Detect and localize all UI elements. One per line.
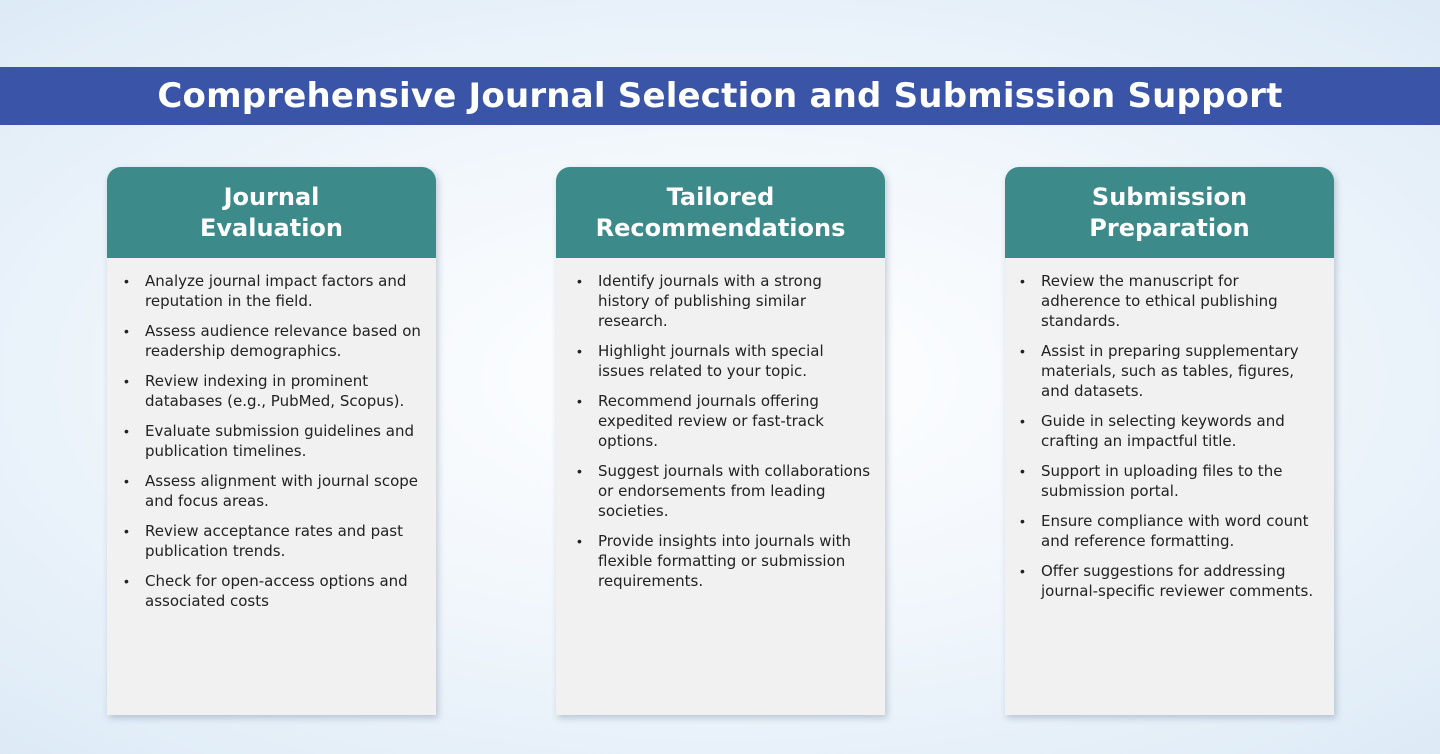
list-item-text: Ensure compliance with word count and reference formatting. bbox=[1041, 512, 1309, 550]
list-item-text: Evaluate submission guidelines and publication timelines. bbox=[145, 422, 414, 460]
bullet-icon: • bbox=[1020, 463, 1025, 479]
list-item bbox=[577, 391, 871, 451]
bullet-icon: • bbox=[577, 343, 582, 359]
list-item-text: Identify journals with a strong history of publishing similar research. bbox=[598, 272, 822, 330]
bullet-icon: • bbox=[1020, 273, 1025, 289]
list-item-text: Analyze journal impact factors and reputation in the field. bbox=[145, 272, 407, 310]
bullet-icon: • bbox=[577, 273, 582, 289]
list-item bbox=[577, 271, 871, 331]
bullet-icon: • bbox=[1020, 513, 1025, 529]
card-body bbox=[107, 258, 436, 611]
list-item bbox=[124, 471, 422, 511]
card-title-line: Journal bbox=[223, 182, 320, 211]
list-item bbox=[124, 521, 422, 561]
list-item bbox=[1020, 411, 1320, 451]
card-tailored-recommendations bbox=[556, 167, 885, 715]
bullet-icon: • bbox=[124, 273, 129, 289]
bullet-icon: • bbox=[124, 473, 129, 489]
list-item-text: Recommend journals offering expedited review or fast-track options. bbox=[598, 392, 824, 450]
card-title-line: Tailored bbox=[666, 182, 775, 211]
list-item-text: Support in uploading files to the submission portal. bbox=[1041, 462, 1283, 500]
list-item-text: Guide in selecting keywords and crafting an impactful title. bbox=[1041, 412, 1285, 450]
bullet-icon: • bbox=[124, 423, 129, 439]
bullet-icon: • bbox=[124, 573, 129, 589]
bullet-icon: • bbox=[124, 373, 129, 389]
bullet-icon: • bbox=[124, 523, 129, 539]
bullet-icon: • bbox=[124, 323, 129, 339]
list-item bbox=[124, 271, 422, 311]
bullet-icon: • bbox=[1020, 343, 1025, 359]
bullet-icon: • bbox=[577, 463, 582, 479]
list-item-text: Provide insights into journals with flexible formatting or submission requirements. bbox=[598, 532, 852, 590]
list-item bbox=[1020, 461, 1320, 501]
card-body bbox=[1005, 258, 1334, 601]
list-item-text: Review acceptance rates and past publication trends. bbox=[145, 522, 403, 560]
list-item bbox=[1020, 341, 1320, 401]
card-title bbox=[571, 182, 871, 244]
list-item bbox=[124, 321, 422, 361]
card-title bbox=[1020, 182, 1320, 244]
card-title-line: Evaluation bbox=[199, 213, 343, 242]
list-item-text: Highlight journals with special issues related to your topic. bbox=[598, 342, 824, 380]
title-banner bbox=[0, 67, 1440, 125]
card-header bbox=[1005, 167, 1334, 258]
list-item-text: Suggest journals with collaborations or endorsements from leading societies. bbox=[598, 462, 871, 520]
list-item bbox=[124, 421, 422, 461]
bullet-icon: • bbox=[577, 533, 582, 549]
bullet-icon: • bbox=[577, 393, 582, 409]
list-item-text: Assess audience relevance based on readership demographics. bbox=[145, 322, 421, 360]
list-item-text: Assess alignment with journal scope and focus areas. bbox=[145, 472, 419, 510]
card-title-line: Preparation bbox=[1089, 213, 1250, 242]
list-item bbox=[1020, 271, 1320, 331]
page-title: Comprehensive Journal Selection and Submission Support bbox=[157, 76, 1283, 116]
list-item-text: Offer suggestions for addressing journal-specific reviewer comments. bbox=[1041, 562, 1314, 600]
list-item bbox=[1020, 511, 1320, 551]
card-title bbox=[122, 182, 422, 244]
list-item bbox=[577, 461, 871, 521]
card-journal-evaluation bbox=[107, 167, 436, 715]
list-item bbox=[124, 571, 422, 611]
list-item-text: Check for open-access options and associated costs bbox=[145, 572, 408, 610]
list-item-text: Review indexing in prominent databases (e.g., PubMed, Scopus). bbox=[145, 372, 405, 410]
card-title-line: Submission bbox=[1091, 182, 1248, 211]
card-header bbox=[556, 167, 885, 258]
card-header bbox=[107, 167, 436, 258]
card-title-line: Recommendations bbox=[595, 213, 846, 242]
list-item bbox=[1020, 561, 1320, 601]
list-item bbox=[577, 531, 871, 591]
list-item-text: Assist in preparing supplementary materials, such as tables, figures, and datasets. bbox=[1041, 342, 1299, 400]
card-body bbox=[556, 258, 885, 591]
bullet-icon: • bbox=[1020, 563, 1025, 579]
bullet-icon: • bbox=[1020, 413, 1025, 429]
list-item bbox=[577, 341, 871, 381]
card-submission-preparation bbox=[1005, 167, 1334, 715]
list-item-text: Review the manuscript for adherence to ethical publishing standards. bbox=[1041, 272, 1278, 330]
list-item bbox=[124, 371, 422, 411]
